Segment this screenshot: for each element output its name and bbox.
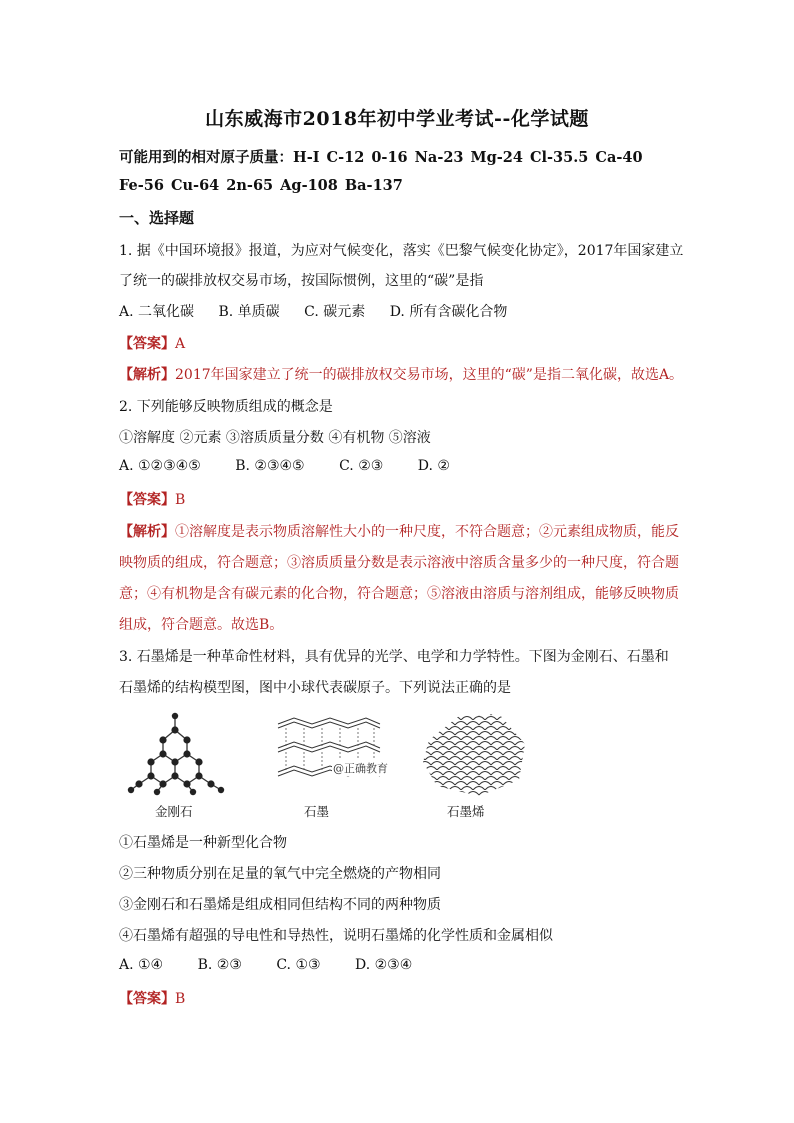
q2-analysis-text-1: ①溶解度是表示物质溶解性大小的一种尺度，不符合题意；②元素组成物质，能反 [175, 524, 679, 540]
q3-answer [119, 988, 679, 1008]
q1-stem-line-2: 了统一的碳排放权交易市场，按国际惯例，这里的“碳”是指 [119, 273, 484, 289]
q1-option-d: D. 所有含碳化合物 [389, 304, 508, 320]
q1-analysis-tag: 【解析】 [119, 367, 175, 383]
q2-analysis-tag: 【解析】 [119, 524, 175, 540]
q1-option-a: A. 二氧化碳 [119, 304, 195, 320]
q1-stem-line-1: 1. 据《中国环境报》报道，为应对气候变化，落实《巴黎气候变化协定》，2017年国家建立 [119, 243, 684, 259]
q3-statement-1: ①石墨烯是一种新型化合物 [119, 835, 287, 851]
q2-option-d: D. ② [417, 458, 450, 474]
atomic-masses-line-1: 可能用到的相对原子质量：H-I C-12 0-16 Na-23 Mg-24 Cl-35.5 Ca-40 [119, 149, 643, 166]
q2-answer [119, 489, 679, 509]
q1-option-b: B. 单质碳 [218, 304, 280, 320]
q3-stem-line-2: 石墨烯的结构模型图，图中小球代表碳原子。下列说法正确的是 [119, 680, 511, 696]
q3-option-d: D. ②③④ [355, 957, 413, 973]
q2-option-c: C. ②③ [339, 458, 384, 474]
q2-option-b: B. ②③④⑤ [235, 458, 305, 474]
q1-options [119, 301, 679, 321]
graphite-structure-image [274, 714, 384, 799]
q3-answer-value: B [175, 991, 186, 1007]
graphene-label: 石墨烯 [447, 804, 485, 819]
q1-answer [119, 333, 679, 353]
q3-statement-2: ②三种物质分别在足量的氧气中完全燃烧的产物相同 [119, 866, 441, 882]
q3-option-c: C. ①③ [276, 957, 321, 973]
graphene-structure-image [419, 710, 529, 800]
atomic-masses-line-2: Fe-56 Cu-64 2n-65 Ag-108 Ba-137 [119, 177, 403, 194]
watermark-text: @正确教育 [333, 762, 388, 775]
q2-option-a: A. ①②③④⑤ [119, 458, 201, 474]
q1-option-c: C. 碳元素 [304, 304, 366, 320]
q3-stem-line-1: 3. 石墨烯是一种革命性材料，具有优异的光学、电学和力学特性。下图为金刚石、石墨和 [119, 649, 669, 665]
diamond-structure-image [127, 706, 227, 801]
q2-analysis-line-1 [119, 521, 679, 541]
q3-option-b: B. ②③ [197, 957, 242, 973]
q3-options [119, 957, 679, 973]
q2-analysis-line-4: 组成，符合题意。故选B。 [119, 617, 284, 633]
diamond-label: 金刚石 [155, 804, 193, 819]
q1-answer-value: A [175, 336, 186, 352]
q1-analysis [119, 364, 684, 384]
page-title: 山东威海市2018年初中学业考试--化学试题 [205, 108, 589, 130]
q3-option-a: A. ①④ [119, 957, 164, 973]
q2-answer-tag: 【答案】 [119, 492, 175, 508]
q2-options [119, 458, 679, 474]
q1-answer-tag: 【答案】 [119, 336, 175, 352]
q3-statement-4: ④石墨烯有超强的导电性和导热性，说明石墨烯的化学性质和金属相似 [119, 928, 553, 944]
q2-items: ①溶解度 ②元素 ③溶质质量分数 ④有机物 ⑤溶液 [119, 430, 431, 446]
graphite-label: 石墨 [304, 804, 330, 819]
q2-analysis-line-2: 映物质的组成，符合题意；③溶质质量分数是表示溶液中溶质含量多少的一种尺度，符合题 [119, 555, 679, 571]
q3-statement-3: ③金刚石和石墨烯是组成相同但结构不同的两种物质 [119, 897, 441, 913]
section-heading: 一、选择题 [119, 209, 195, 227]
q2-stem: 2. 下列能够反映物质组成的概念是 [119, 399, 333, 415]
q3-answer-tag: 【答案】 [119, 991, 175, 1007]
carbon-structures-figure [119, 706, 539, 822]
q2-analysis-line-3: 意；④有机物是含有碳元素的化合物，符合题意；⑤溶液由溶质与溶剂组成，能够反映物质 [119, 586, 679, 602]
q1-analysis-text: 2017年国家建立了统一的碳排放权交易市场，这里的“碳”是指二氧化碳，故选A。 [175, 367, 684, 383]
q2-answer-value: B [175, 492, 186, 508]
